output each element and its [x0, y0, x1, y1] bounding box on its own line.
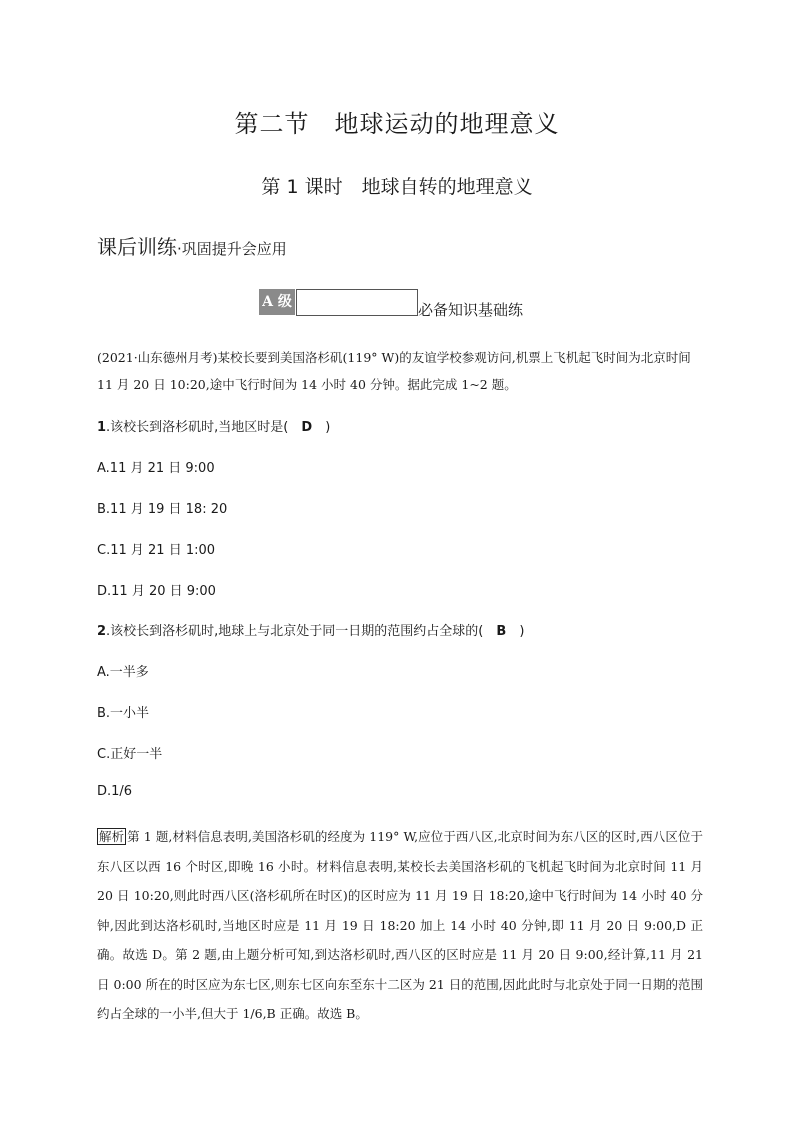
- level-label: 必备知识基础练: [418, 301, 524, 319]
- question-close: ): [312, 420, 331, 435]
- analysis-tag: 解析: [99, 829, 125, 844]
- question-number: 1: [97, 420, 107, 435]
- lesson-subtitle: 第 1 课时 地球自转的地理意义: [261, 176, 533, 198]
- q2-option-b: B.一小半: [97, 706, 150, 721]
- question-text: .该校长到洛杉矶时,当地区时是(: [106, 420, 302, 435]
- analysis-text: 第 1 题,材料信息表明,美国洛杉矶的经度为 119° W,应位于西八区,北京时间为东八区的区时,西八区位于东八区以西 16 个时区,即晚 16 小时。材料信息表明,某校长去美国洛杉矶的飞机起飞时间为北京时间 11 月 20 日 10:20,则此时西八区(洛杉矶所在时区)的区时应为 11 月 19 日 18:20,途中飞行时间为 14 小时 40 分钟,因此到达洛杉矶时,当地区时应是 11 月 19 日 18:20 加上 14 小时 40 分钟,即 11 月 20 日 9:00,D 正确。故选 D。第 2 题,由上题分析可知,到达洛杉矶时,西八区的区时应是 11 月 20 日 9:00,经计算,11 月 21 日 0:00 所在的时区应为东七区,则东七区向东至东十二区为 21 日的范围,因此此时与北京处于同一日期的范围约占全球的一小半,但大于 1/6,B 正确。故选 B。: [97, 829, 703, 1021]
- level-blank-box: [296, 289, 418, 316]
- intro-paragraph: (2021·山东德州月考)某校长要到美国洛杉矶(119° W)的友谊学校参观访问,机票上飞机起飞时间为北京时间 11 月 20 日 10:20,途中飞行时间为 14 小时 40 分钟。据此完成 1~2 题。: [97, 350, 691, 392]
- q2-option-d: D.1/6: [97, 784, 133, 799]
- question-answer: B: [496, 624, 507, 639]
- question-close: ): [506, 624, 525, 639]
- level-tag: A 级: [259, 289, 295, 315]
- question-answer: D: [301, 420, 313, 435]
- page-title: 第二节 地球运动的地理意义: [234, 110, 560, 138]
- question-number: 2: [97, 624, 107, 639]
- q1-option-c: C.11 月 21 日 1:00: [97, 543, 216, 558]
- question-2: [97, 620, 524, 639]
- question-1: [97, 416, 330, 435]
- section-sub: ·巩固提升会应用: [177, 240, 287, 258]
- question-text: .该校长到洛杉矶时,地球上与北京处于同一日期的范围约占全球的(: [106, 624, 497, 639]
- q2-option-a: A.一半多: [97, 665, 149, 680]
- q1-option-d: D.11 月 20 日 9:00: [97, 584, 216, 599]
- analysis-paragraph: [97, 822, 703, 1029]
- q1-option-b: B.11 月 19 日 18: 20: [97, 502, 228, 517]
- section-main: 课后训练: [97, 235, 177, 259]
- q2-option-c: C.正好一半: [97, 747, 163, 762]
- q1-option-a: A.11 月 21 日 9:00: [97, 461, 215, 476]
- section-heading: [97, 231, 287, 260]
